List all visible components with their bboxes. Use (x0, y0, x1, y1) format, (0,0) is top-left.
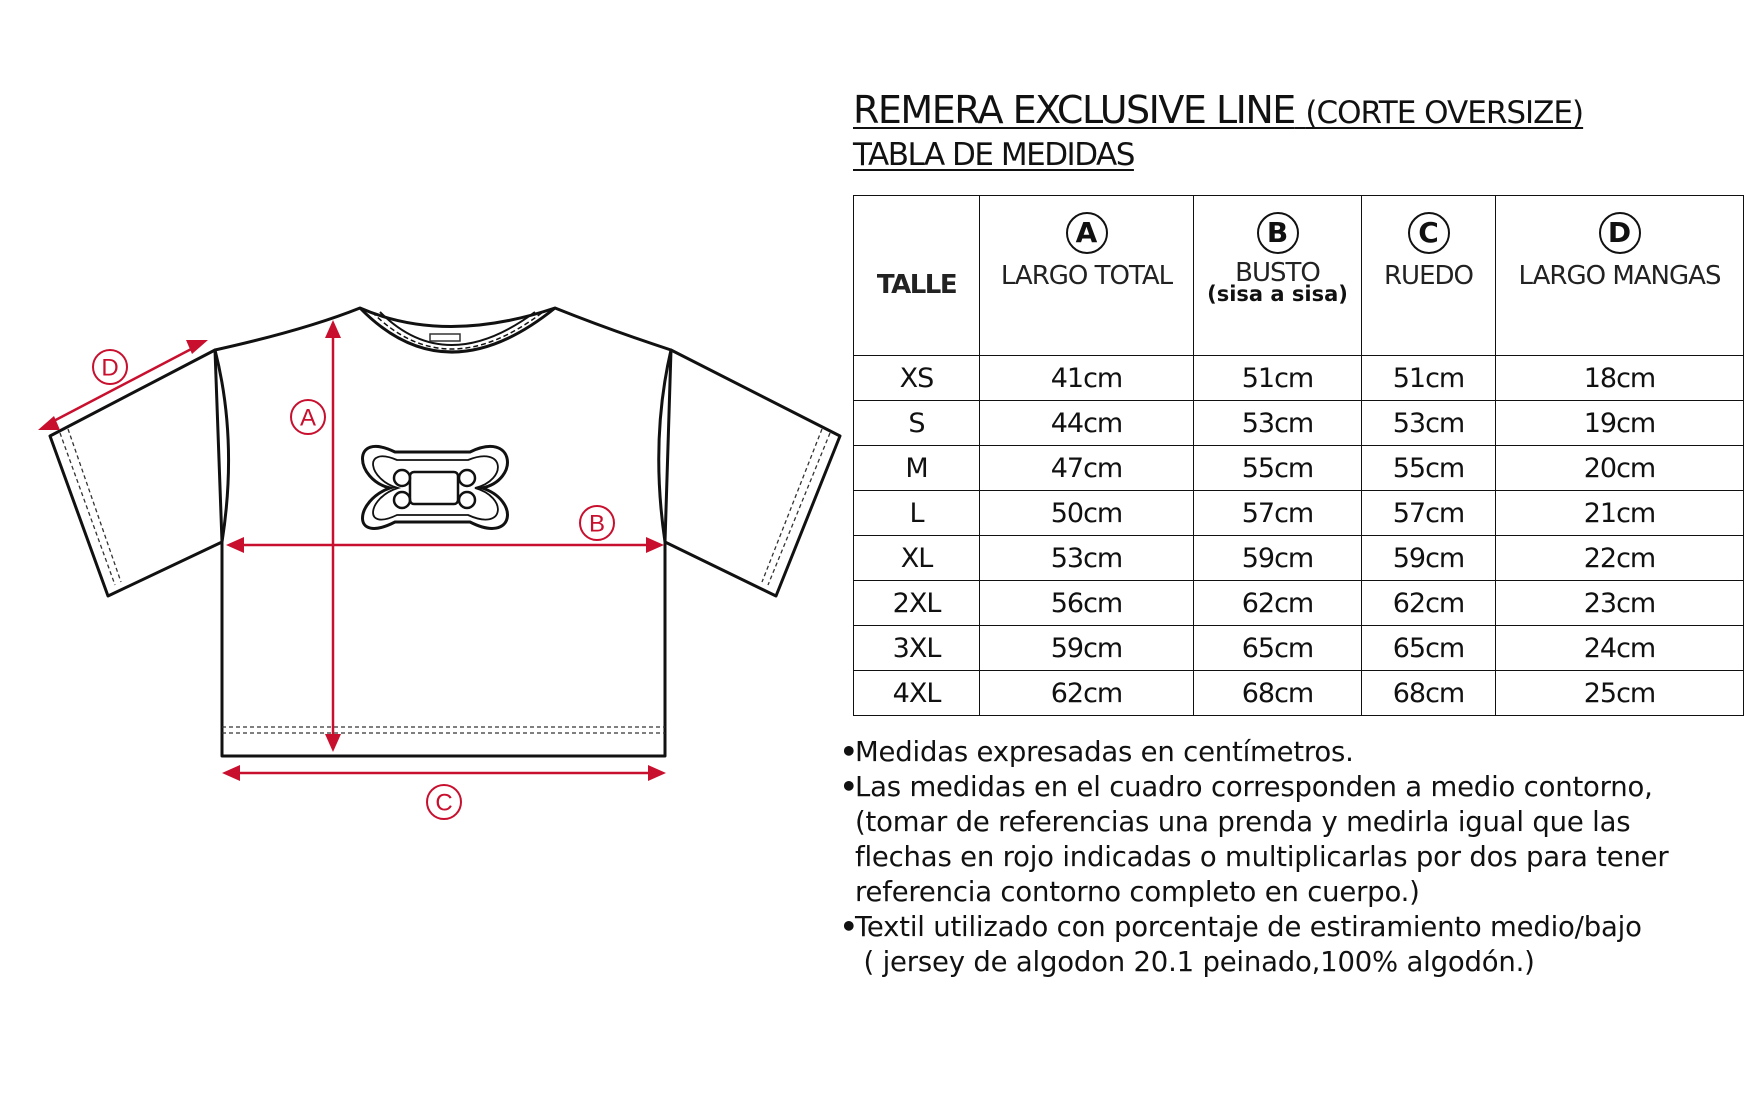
note-item (838, 735, 1718, 770)
column-letter: B (1257, 212, 1299, 254)
cell-largo-total: 47cm (980, 446, 1194, 491)
size-table (853, 195, 1744, 716)
column-letter: D (1599, 212, 1641, 254)
note-item (838, 770, 1718, 910)
table-row (854, 581, 1744, 626)
header-talle: TALLE (854, 196, 980, 356)
cell-talle: 3XL (854, 626, 980, 671)
cell-largo-mangas: 20cm (1496, 446, 1744, 491)
note-line: referencia contorno completo en cuerpo.) (855, 876, 1420, 908)
cell-talle: S (854, 401, 980, 446)
page-subtitle: TABLA DE MEDIDAS (853, 137, 1134, 173)
cell-ruedo: 53cm (1362, 401, 1496, 446)
title-suffix: (CORTE OVERSIZE) (1305, 95, 1584, 131)
note-line: Medidas expresadas en centímetros. (855, 736, 1354, 768)
bullet-icon: • (840, 911, 858, 943)
cell-talle: L (854, 491, 980, 536)
cell-ruedo: 65cm (1362, 626, 1496, 671)
cell-largo-total: 41cm (980, 356, 1194, 401)
cell-largo-mangas: 23cm (1496, 581, 1744, 626)
cell-busto: 65cm (1194, 626, 1362, 671)
table-row (854, 671, 1744, 716)
table-row (854, 356, 1744, 401)
column-label: RUEDO (1383, 261, 1473, 291)
column-label: BUSTO (1235, 258, 1320, 288)
header-ruedo (1362, 196, 1496, 356)
cell-ruedo: 68cm (1362, 671, 1496, 716)
cell-ruedo: 55cm (1362, 446, 1496, 491)
cell-ruedo: 51cm (1362, 356, 1496, 401)
column-letter: A (1066, 212, 1108, 254)
label-d: D (101, 354, 119, 382)
header (853, 88, 1583, 173)
note-line: flechas en rojo indicadas o multiplicarlas por dos para tener (855, 841, 1669, 873)
bullet-icon: • (840, 736, 858, 768)
table-row (854, 401, 1744, 446)
cell-largo-mangas: 24cm (1496, 626, 1744, 671)
table-row (854, 536, 1744, 581)
cell-talle: 2XL (854, 581, 980, 626)
title-main: REMERA EXCLUSIVE LINE (853, 88, 1295, 132)
note-line: Textil utilizado con porcentaje de estiramiento medio/bajo (855, 911, 1642, 943)
left-sleeve (50, 350, 222, 596)
cell-largo-total: 59cm (980, 626, 1194, 671)
cell-busto: 51cm (1194, 356, 1362, 401)
cell-ruedo: 59cm (1362, 536, 1496, 581)
cell-largo-mangas: 21cm (1496, 491, 1744, 536)
cell-ruedo: 57cm (1362, 491, 1496, 536)
cell-largo-mangas: 22cm (1496, 536, 1744, 581)
cell-talle: M (854, 446, 980, 491)
table-header-row (854, 196, 1744, 356)
arrow-c (222, 765, 666, 781)
cell-largo-total: 44cm (980, 401, 1194, 446)
note-line: (tomar de referencias una prenda y medirla igual que las (855, 806, 1631, 838)
cell-busto: 59cm (1194, 536, 1362, 581)
cell-largo-total: 50cm (980, 491, 1194, 536)
cell-busto: 57cm (1194, 491, 1362, 536)
cell-busto: 68cm (1194, 671, 1362, 716)
column-letter: C (1408, 212, 1450, 254)
cell-ruedo: 62cm (1362, 581, 1496, 626)
cell-largo-total: 56cm (980, 581, 1194, 626)
cell-busto: 62cm (1194, 581, 1362, 626)
cell-busto: 55cm (1194, 446, 1362, 491)
note-item (838, 910, 1718, 980)
bullet-icon: • (840, 771, 858, 803)
label-b: B (588, 510, 606, 538)
column-label: LARGO TOTAL (1000, 261, 1173, 291)
column-label: LARGO MANGAS (1518, 261, 1721, 291)
label-c: C (435, 789, 453, 817)
note-line: Las medidas en el cuadro corresponden a medio contorno, (855, 771, 1653, 803)
label-a: A (299, 404, 317, 432)
cell-talle: XS (854, 356, 980, 401)
cell-talle: XL (854, 536, 980, 581)
header-largo-total (980, 196, 1194, 356)
cell-busto: 53cm (1194, 401, 1362, 446)
table-row (854, 491, 1744, 536)
header-largo-mangas (1496, 196, 1744, 356)
header-busto (1194, 196, 1362, 356)
cell-largo-mangas: 19cm (1496, 401, 1744, 446)
table-row (854, 626, 1744, 671)
cell-largo-total: 53cm (980, 536, 1194, 581)
page-title (853, 88, 1583, 135)
cell-largo-mangas: 25cm (1496, 671, 1744, 716)
cell-largo-total: 62cm (980, 671, 1194, 716)
note-line: ( jersey de algodon 20.1 peinado,100% algodón.) (855, 946, 1535, 978)
table-row (854, 446, 1744, 491)
notes-list (838, 735, 1718, 980)
neck-label-tag (430, 334, 460, 341)
column-note: (sisa a sisa) (1207, 282, 1348, 306)
cell-talle: 4XL (854, 671, 980, 716)
cell-largo-mangas: 18cm (1496, 356, 1744, 401)
